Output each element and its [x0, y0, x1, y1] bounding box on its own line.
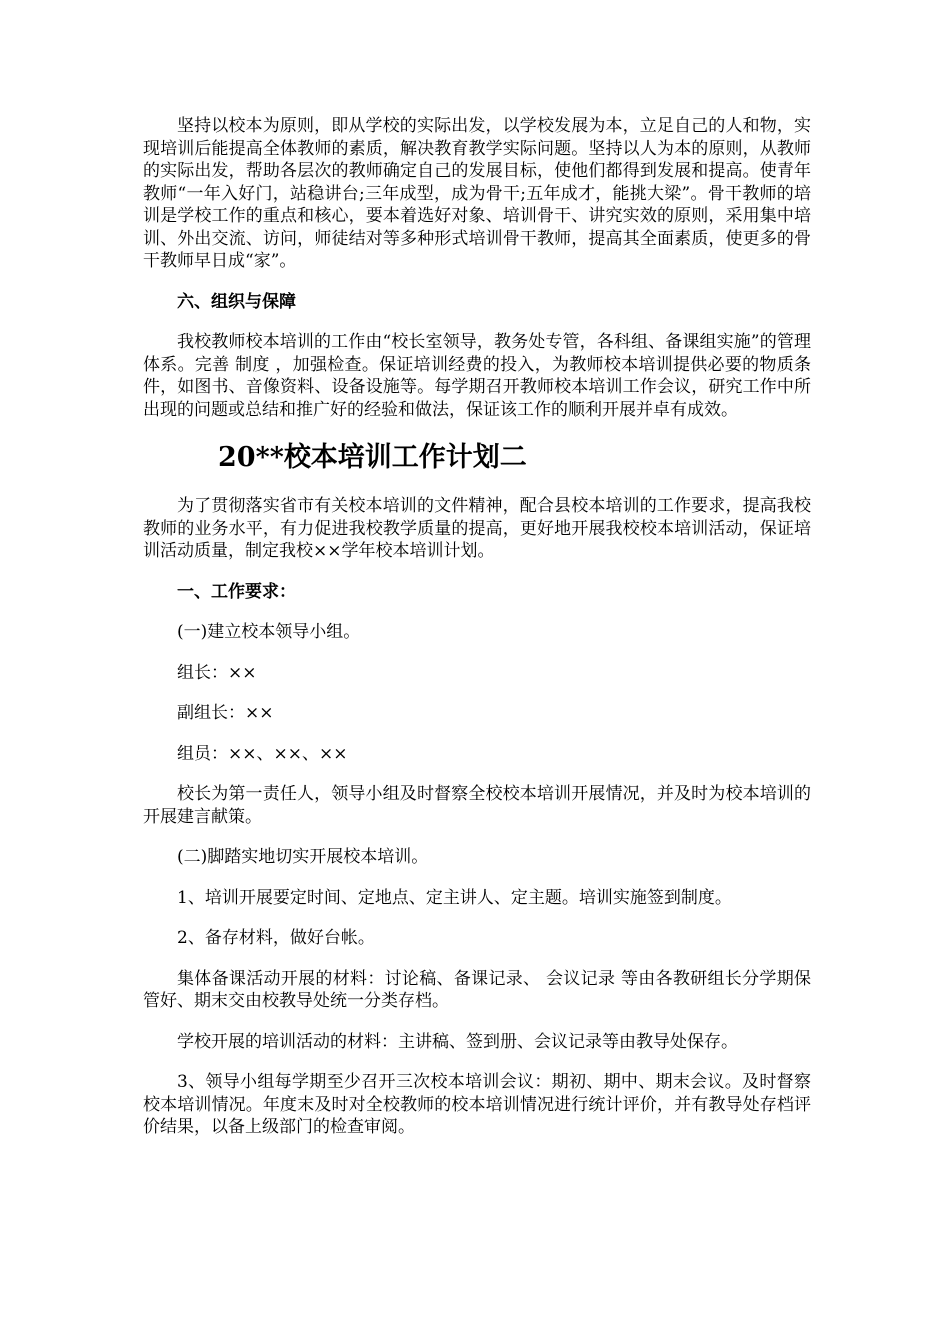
subsection-leadership-group: (一)建立校本领导小组。 [177, 622, 361, 642]
document-title-plan-two: 20**校本培训工作计划二 [218, 442, 527, 473]
section-heading-requirements: 一、工作要求： [177, 581, 296, 602]
subsection-carry-out-training: (二)脚踏实地切实开展校本培训。 [177, 847, 429, 867]
paragraph-training-materials: 学校开展的培训活动的材料：主讲稿、签到册、会议记录等由教导处保存。 [177, 1031, 738, 1052]
paragraph-principal-responsibility: 校长为第一责任人，领导小组及时督察全校校本培训开展情况，并及时为校本培训的开展建言献策。 [143, 784, 811, 827]
line-members: 组员：××、××、×× [177, 743, 348, 764]
paragraph-lesson-prep-materials: 集体备课活动开展的材料：讨论稿、备课记录、 会议记录 等由各教研组长分学期保管好、期末交由校教导处统一分类存档。 [143, 968, 811, 1011]
list-item-1: 1、培训开展要定时间、定地点、定主讲人、定主题。培训实施签到制度。 [177, 887, 732, 908]
paragraph-principles: 坚持以校本为原则，即从学校的实际出发，以学校发展为本，立足自己的人和物，实现培训后能提高全体教师的素质，解决教育教学实际问题。坚持以人为本的原则，从教师的实际出发，帮助各层次的教师确定自己的发展目标，使他们都得到发展和提高。使青年教师“一年入好门，站稳讲台;三年成型，成为骨干;五年成才，能挑大梁”。骨干教师的培训是学校工作的重点和核心，要本着选好对象、培训骨干、讲究实效的原则，采用集中培训、外出交流、访问，师徒结对等多种形式培训骨干教师，提高其全面素质，使更多的骨干教师早日成“家”。 [143, 116, 811, 271]
line-vice-leader: 副组长：×× [177, 703, 274, 723]
paragraph-intro: 为了贯彻落实省市有关校本培训的文件精神，配合县校本培训的工作要求，提高我校教师的业务水平，有力促进我校教学质量的提高，更好地开展我校校本培训活动，保证培训活动质量，制定我校××学年校本培训计划。 [143, 496, 811, 561]
list-item-2: 2、备存材料，做好台帐。 [177, 928, 375, 948]
paragraph-management: 我校教师校本培训的工作由“校长室领导，教务处专管，各科组、备课组实施”的管理体系。完善 制度 ，加强检查。保证培训经费的投入，为教师校本培训提供必要的物质条件，如图书、音像资料、设备设施等。每学期召开教师校本培训工作会议，研究工作中所出现的问题或总结和推广好的经验和做法，保证该工作的顺利开展并卓有成效。 [143, 332, 811, 420]
line-group-leader: 组长：×× [177, 662, 257, 683]
document-body [143, 115, 811, 1157]
list-item-3: 3、领导小组每学期至少召开三次校本培训会议：期初、期中、期末会议。及时督察校本培训情况。年度末及时对全校教师的校本培训情况进行统计评价，并有教导处存档评价结果，以备上级部门的检查审阅。 [143, 1072, 811, 1137]
section-heading-organization: 六、组织与保障 [177, 291, 296, 312]
